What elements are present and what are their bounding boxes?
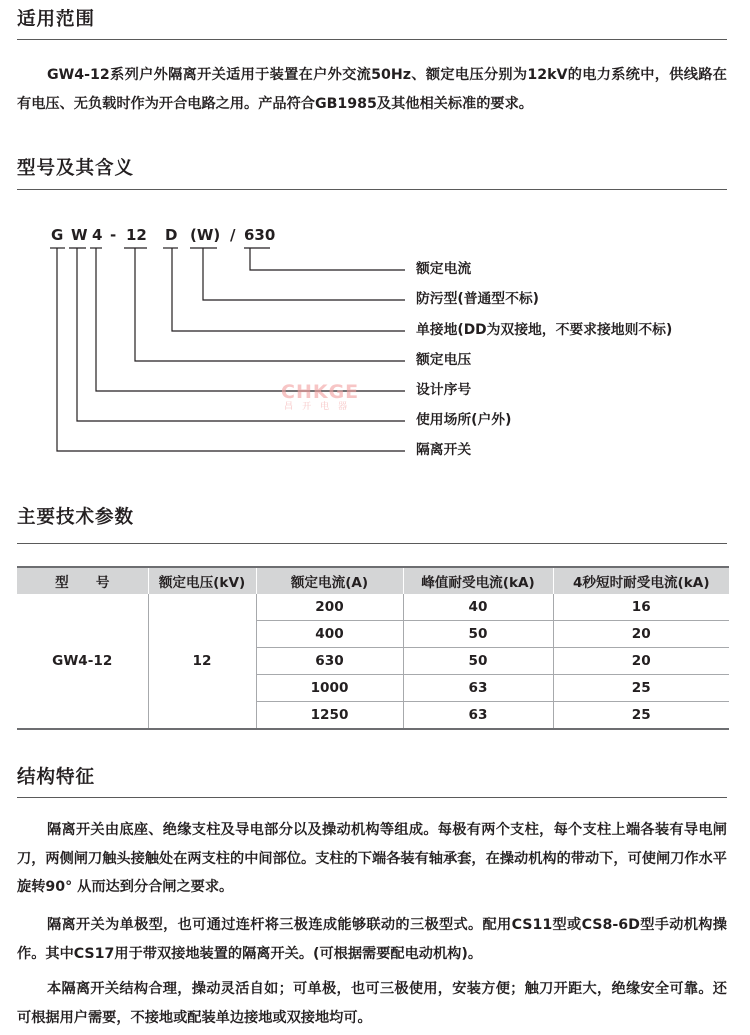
header-model: 型 号 xyxy=(17,567,148,594)
section-title-specs: 主要技术参数 xyxy=(17,507,135,528)
section-title-scope: 适用范围 xyxy=(17,9,96,30)
cell-peak: 63 xyxy=(403,702,553,730)
code-char-w-paren: (W) xyxy=(190,226,221,244)
code-char-w: W xyxy=(71,226,88,244)
section-title-structure: 结构特征 xyxy=(17,767,96,788)
header-current: 额定电流(A) xyxy=(256,567,403,594)
code-char-630: 630 xyxy=(244,226,276,244)
section-divider xyxy=(17,797,727,798)
code-char-4: 4 xyxy=(92,226,103,244)
cell-peak: 50 xyxy=(403,621,553,648)
scope-paragraph: GW4-12系列户外隔离开关适用于装置在户外交流50Hz、额定电压分别为12kV的电力系统中，供线路在有电压、无负载时作为开合电路之用。产品符合GB1985及其他相关标准的要求。 xyxy=(17,67,727,112)
section-divider xyxy=(17,189,727,190)
legend-anti-pollution: 防污型(普通型不标) xyxy=(416,291,539,307)
spec-table xyxy=(17,566,729,730)
cell-current: 200 xyxy=(256,594,403,621)
code-char-slash: / xyxy=(230,226,236,244)
cell-short: 25 xyxy=(553,675,729,702)
code-char-12: 12 xyxy=(126,226,147,244)
cell-current: 1000 xyxy=(256,675,403,702)
cell-current: 400 xyxy=(256,621,403,648)
cell-short: 25 xyxy=(553,702,729,730)
legend-rated-voltage: 额定电压 xyxy=(416,352,472,368)
structure-paragraph-2: 隔离开关为单极型，也可通过连杆将三极连成能够联动的三极型式。配用CS11型或CS8-6D型手动机构操作。其中CS17用于带双接地装置的隔离开关。(可根据需要配电动机构)。 xyxy=(17,917,727,962)
header-short: 4秒短时耐受电流(kA) xyxy=(553,567,729,594)
cell-peak: 40 xyxy=(403,594,553,621)
cell-current: 1250 xyxy=(256,702,403,730)
cell-peak: 50 xyxy=(403,648,553,675)
cell-voltage: 12 xyxy=(148,594,256,729)
cell-peak: 63 xyxy=(403,675,553,702)
legend-disconnector: 隔离开关 xyxy=(416,442,472,458)
watermark-name: 昌开电器 xyxy=(284,402,357,412)
section-divider xyxy=(17,39,727,40)
section-divider xyxy=(17,543,727,544)
legend-rated-current: 额定电流 xyxy=(416,261,472,277)
watermark-logo xyxy=(281,383,359,412)
cell-current: 630 xyxy=(256,648,403,675)
cell-short: 20 xyxy=(553,648,729,675)
header-voltage: 额定电压(kV) xyxy=(148,567,256,594)
structure-paragraph-1: 隔离开关由底座、绝缘支柱及导电部分以及操动机构等组成。每极有两个支柱，每个支柱上端各装有导电闸刀，两侧闸刀触头接触处在两支柱的中间部位。支柱的下端各装有轴承套，在操动机构的带动下，可使闸刀作水平旋转90° 从而达到分合闸之要求。 xyxy=(17,822,727,895)
legend-grounding: 单接地(DD为双接地，不要求接地则不标) xyxy=(416,322,673,338)
cell-short: 16 xyxy=(553,594,729,621)
model-diagram-lines xyxy=(0,215,420,465)
code-char-g: G xyxy=(51,226,64,244)
table-header-row xyxy=(17,567,729,594)
code-char-dash: - xyxy=(110,226,117,244)
cell-short: 20 xyxy=(553,621,729,648)
structure-paragraph-3: 本隔离开关结构合理，操动灵活自如；可单极，也可三极使用，安装方便；触刀开距大，绝缘安全可靠。还可根据用户需要，不接地或配装单边接地或双接地均可。 xyxy=(17,981,727,1026)
cell-model: GW4-12 xyxy=(17,594,148,729)
section-title-model: 型号及其含义 xyxy=(17,158,135,179)
legend-usage-location: 使用场所(户外) xyxy=(416,412,512,428)
legend-design-number: 设计序号 xyxy=(416,382,472,398)
watermark-brand: CHKGE xyxy=(281,381,360,403)
code-char-d: D xyxy=(165,226,178,244)
table-row xyxy=(17,594,729,621)
header-peak: 峰值耐受电流(kA) xyxy=(403,567,553,594)
